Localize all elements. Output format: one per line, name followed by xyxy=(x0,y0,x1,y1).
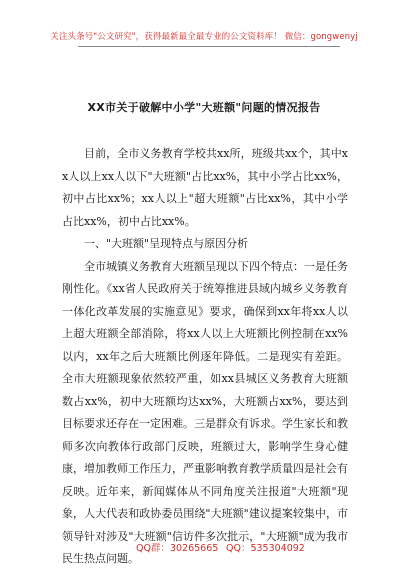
document-body xyxy=(62,143,348,571)
footer-qq-group: QQ群：30265665 xyxy=(136,543,219,554)
intro-paragraph: 目前，全市义务教育学校共xx所，班级共xx个，其中xx人以上xx人以下"大班额"占比xx%，其中小学占比xx%，初中占比xx%；xx人以上"超大班额"占比xx%，其中小学占比xx%，初中占比xx%。 xyxy=(62,147,348,228)
section-paragraph: 全市城镇义务教育大班额呈现以下四个特点：一是任务刚性化。《xx省人民政府关于统筹推进县域内城乡义务教育一体化改革发展的实施意见》要求，确保到xx年将xx人以上超大班额全部消除，将xx人以上大班额比例控制在xx%以内，xx年之后大班额比例逐年降低。二是现实有差距。全市大班额现象依然较严重，如xx县城区义务教育大班额数占xx%，初中大班额均达xx%，大班额占xx%，要达到目标要求还存在一定困难。三是群众有诉求。学生家长和教师多次向教体行政部门反映，班额过大，影响学生身心健康，增加教师工作压力，严重影响教育教学质量四是社会有反映。近年来，新闻媒体从不同角度关注报道"大班额"现象，人大代表和政协委员围绕"大班额"建议提案较集中，市领导针对涉及"大班额"信访件多次批示，"大班额"成为我市民生热点问题。 xyxy=(62,259,348,565)
document-title: XX市关于破解中小学"大班额"问题的情况报告 xyxy=(87,101,321,114)
section-heading: 一、"大班额"呈现特点与原因分析 xyxy=(84,237,249,250)
header-banner: 关注头条号"公文研究"，获得最新最全最专业的公文资料库！ 微信：gongwenyj xyxy=(50,32,358,42)
footer-qq-contact: QQ：535304092 xyxy=(226,543,305,554)
header-divider xyxy=(78,46,340,47)
